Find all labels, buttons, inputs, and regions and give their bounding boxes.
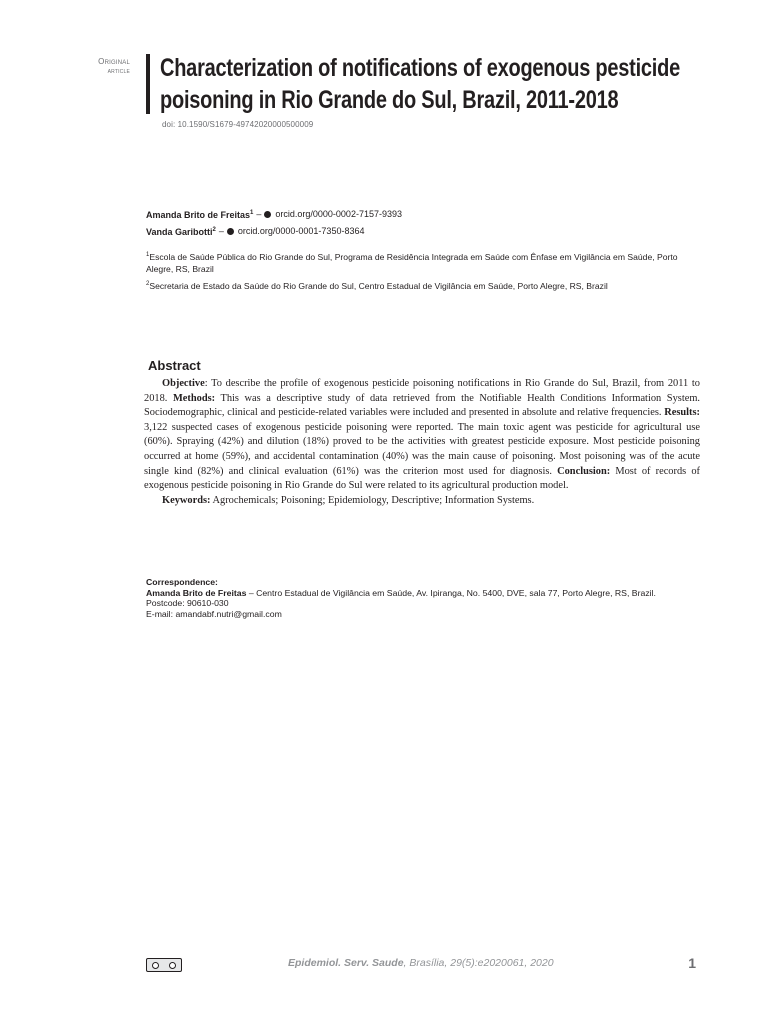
article-type-line2: article: [107, 68, 130, 75]
author-entry: [146, 223, 402, 240]
keywords-paragraph: Keywords: Agrochemicals; Poisoning; Epidemiology, Descriptive; Information Systems.: [162, 494, 535, 506]
author-name: Vanda Garibotti$^2$: [146, 227, 216, 237]
cc-symbol-icon: [152, 962, 159, 969]
abstract-heading: Abstract: [148, 358, 201, 373]
correspondence-heading: Correspondence:: [146, 577, 218, 587]
results-label: Results:: [664, 407, 700, 419]
affiliation-list: [146, 249, 706, 295]
abstract-paragraph: Objective: To describe the profile of exogenous pesticide poisoning notifications in Rio Grande do Sul, Brazil, from 2011 to 2018. Methods: This was a descriptive study of data retrieved from the Notifiable Health Conditions Information System. Sociodemographic, clinical and pesticide-related variables were included and presented in absolute and relative frequencies. Results: 3,122 suspected cases of exogenous pesticide poisoning were reported. The main toxic agent was pesticide for agricultural use (60%). Spraying (42%) and dilution (18%) proved to be the activities with greatest pesticide exposure. Most pesticide poisoning occurred at home (59%), and accidental contamination (40%) was the main cause of poisoning. Most poisoning was of the acute single kind (82%) and clinical evaluation (61%) was the criterion most used for diagnosis. Conclusion: Most of records of exogenous pesticide poisoning in Rio Grande do Sul were related to its agricultural production model.: [144, 378, 701, 492]
author-name: Amanda Brito de Freitas$^1$: [146, 210, 254, 220]
article-type-line1: Original: [98, 57, 130, 66]
author-separator: –: [256, 209, 262, 219]
keywords-label: Keywords:: [162, 494, 211, 506]
correspondence-email[interactable]: E-mail: amandabf.nutri@gmail.com: [146, 608, 282, 619]
orcid-icon: [227, 228, 234, 235]
abstract-body: [144, 377, 700, 508]
author-separator: –: [218, 226, 224, 236]
orcid-icon: [264, 211, 271, 218]
orcid-link[interactable]: orcid.org/0000-0001-7350-8364: [237, 226, 365, 236]
title-rule: [146, 54, 150, 114]
orcid-link[interactable]: orcid.org/0000-0002-7157-9393: [275, 209, 402, 219]
affiliation-item: $^1$Escola de Saúde Pública do Rio Grande do Sul, Programa de Residência Integrada em Saúde com Ênfase em Vigilância em Saúde, Porto Alegre, RS, Brazil: [146, 251, 678, 274]
article-title: [160, 52, 680, 116]
page-number: 1: [688, 955, 696, 971]
author-entry: [146, 206, 402, 223]
author-list: [146, 206, 402, 240]
correspondence-postcode: Postcode: 90610-030: [146, 598, 229, 608]
doi-link[interactable]: doi: 10.1590/S1679-49742020000500009: [162, 120, 314, 129]
affiliation-item: $^2$Secretaria de Estado da Saúde do Rio Grande do Sul, Centro Estadual de Vigilância em Saúde, Porto Alegre, RS, Brazil: [146, 280, 608, 291]
title-line1: Characterization of notifications of exogenous pesticide: [160, 54, 680, 82]
methods-label: Methods:: [172, 392, 216, 404]
by-symbol-icon: [169, 962, 176, 969]
cc-by-icon[interactable]: [146, 958, 182, 972]
conclusion-label: Conclusion:: [557, 465, 611, 477]
objective-label: Objective: [162, 378, 205, 389]
correspondence-address: Amanda Brito de Freitas – Centro Estadual de Vigilância em Saúde, Av. Ipiranga, No. 5400, DVE, sala 77, Porto Alegre, RS, Brazil.: [146, 587, 656, 598]
title-line2: poisoning in Rio Grande do Sul, Brazil, 2011-2018: [160, 86, 619, 114]
article-type-label: [60, 57, 130, 77]
journal-citation: Epidemiol. Serv. Saude, Brasília, 29(5):e2020061, 2020: [288, 957, 554, 969]
correspondence-block: [146, 577, 726, 619]
